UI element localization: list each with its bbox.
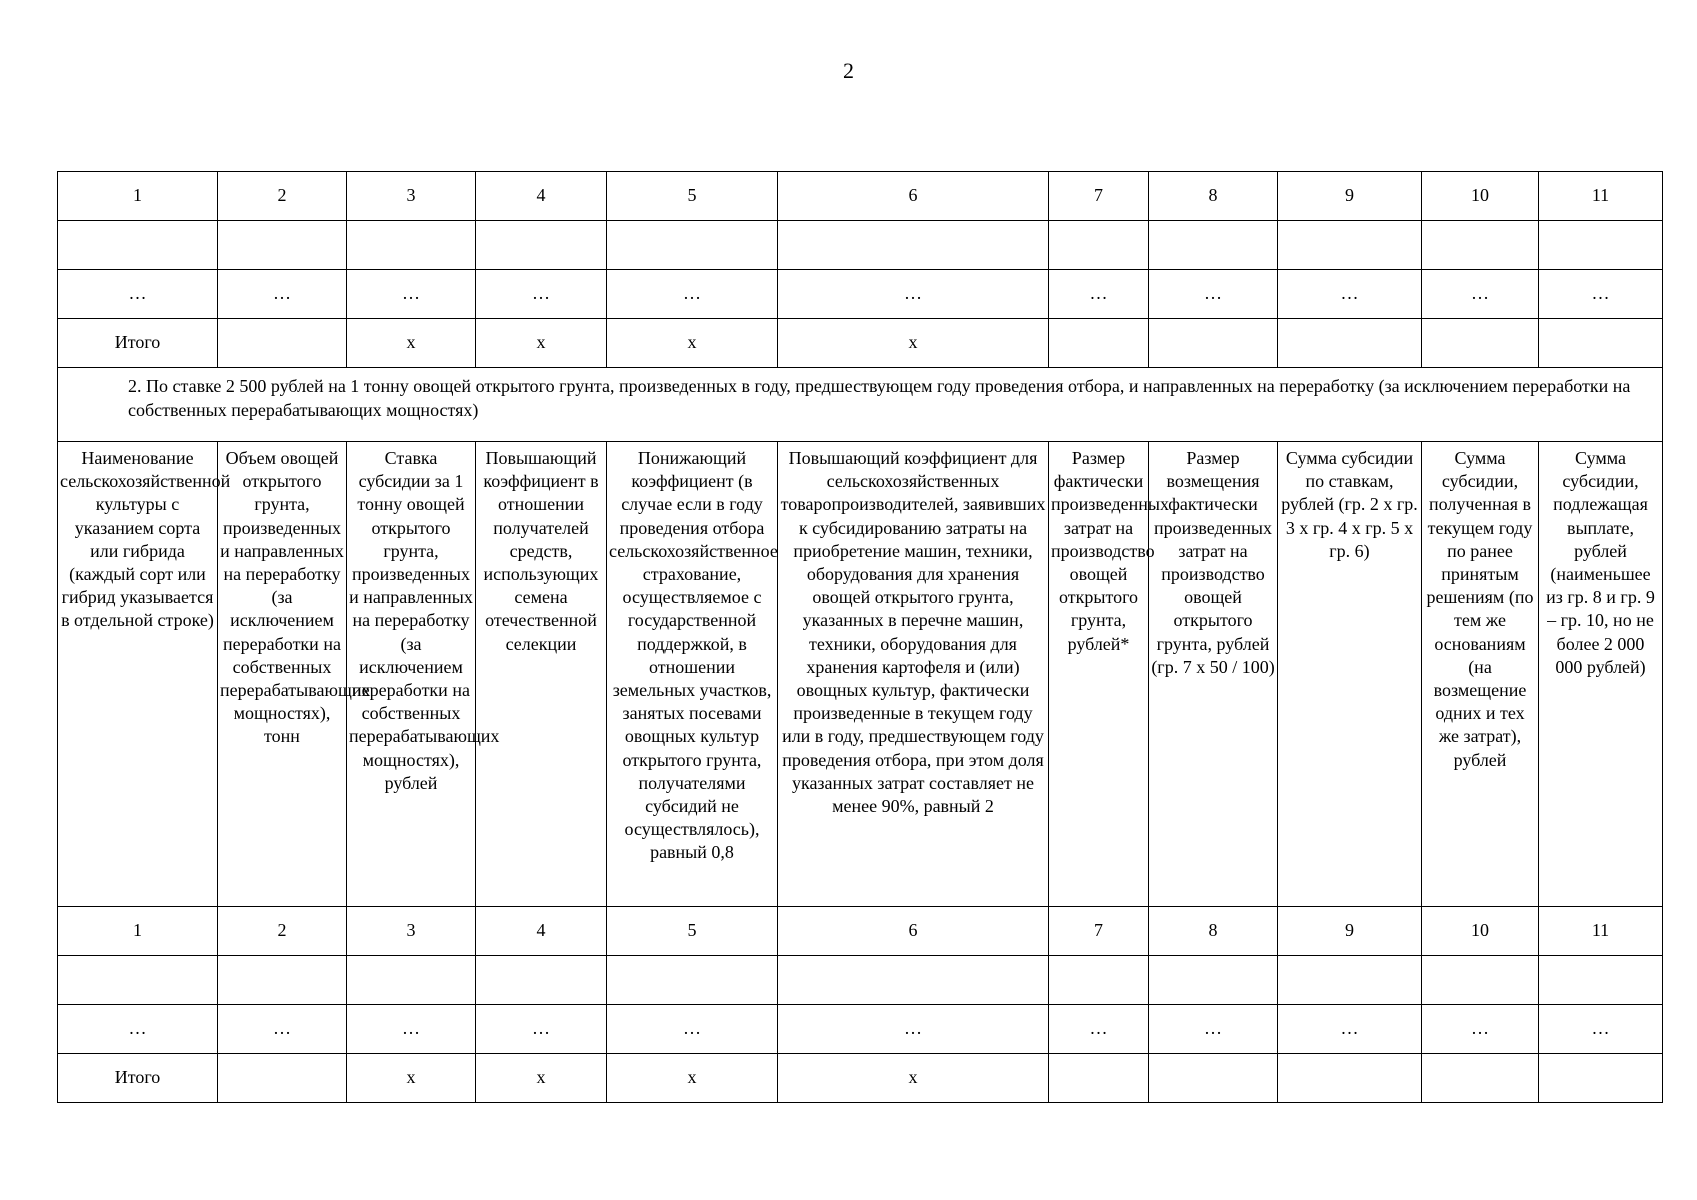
ellipsis-cell: … bbox=[607, 1005, 778, 1054]
total-label: Итого bbox=[58, 1054, 218, 1103]
empty-data-row bbox=[58, 956, 1663, 1005]
column-header: Размер возмещения фактически произведенных затрат на производство овощей открытого грунта, рублей (гр. 7 х 50 / 100) bbox=[1149, 442, 1278, 907]
table-cell bbox=[607, 221, 778, 270]
total-cell bbox=[1049, 1054, 1149, 1103]
ellipsis-cell: … bbox=[476, 1005, 607, 1054]
table-cell bbox=[476, 221, 607, 270]
total-cell: х bbox=[476, 319, 607, 368]
col-number: 6 bbox=[778, 907, 1049, 956]
total-cell bbox=[1539, 1054, 1663, 1103]
table-cell bbox=[1149, 221, 1278, 270]
column-headers-row bbox=[58, 442, 1663, 907]
table-cell bbox=[1422, 221, 1539, 270]
ellipsis-cell: … bbox=[58, 270, 218, 319]
ellipsis-cell: … bbox=[1539, 1005, 1663, 1054]
table-cell bbox=[1049, 956, 1149, 1005]
ellipsis-cell: … bbox=[1278, 270, 1422, 319]
col-number: 2 bbox=[218, 907, 347, 956]
ellipsis-cell: … bbox=[607, 270, 778, 319]
col-number: 9 bbox=[1278, 907, 1422, 956]
col-number: 6 bbox=[778, 172, 1049, 221]
ellipsis-cell: … bbox=[58, 1005, 218, 1054]
col-number: 7 bbox=[1049, 907, 1149, 956]
table-cell bbox=[778, 221, 1049, 270]
total-cell: х bbox=[778, 1054, 1049, 1103]
table-cell bbox=[1539, 221, 1663, 270]
column-header: Повышающий коэффициент для сельскохозяйственных товаропроизводителей, заявивших к субсидированию затраты на приобретение машин, техники, оборудования для хранения овощей открытого грунта, указанных в перечне машин, техники, оборудования для хранения картофеля и (или) овощных культур, фактически произведенные в текущем году или в году, предшествующем году проведения отбора, при этом доля указанных затрат составляет не менее 90%, равный 2 bbox=[778, 442, 1049, 907]
col-number: 2 bbox=[218, 172, 347, 221]
ellipsis-cell: … bbox=[1149, 270, 1278, 319]
col-number: 11 bbox=[1539, 907, 1663, 956]
column-header: Объем овощей открытого грунта, произведенных и направленных на переработку (за исключением переработки на собственных перерабатывающих мощностях), тонн bbox=[218, 442, 347, 907]
table-cell bbox=[607, 956, 778, 1005]
table-cell bbox=[1278, 221, 1422, 270]
table-cell bbox=[58, 956, 218, 1005]
col-number: 4 bbox=[476, 172, 607, 221]
total-cell: х bbox=[347, 319, 476, 368]
col-number: 9 bbox=[1278, 172, 1422, 221]
ellipsis-cell: … bbox=[1149, 1005, 1278, 1054]
total-cell bbox=[218, 1054, 347, 1103]
column-header: Наименование сельскохозяйственной культуры с указанием сорта или гибрида (каждый сорт или гибрид указывается в отдельной строке) bbox=[58, 442, 218, 907]
ellipsis-cell: … bbox=[1049, 270, 1149, 319]
table-cell bbox=[1278, 956, 1422, 1005]
total-cell: х bbox=[347, 1054, 476, 1103]
table-cell bbox=[1149, 956, 1278, 1005]
ellipsis-cell: … bbox=[218, 270, 347, 319]
total-cell: х bbox=[778, 319, 1049, 368]
total-cell bbox=[1422, 1054, 1539, 1103]
col-number: 3 bbox=[347, 907, 476, 956]
table-cell bbox=[1049, 221, 1149, 270]
column-header: Повышающий коэффициент в отношении получателей средств, использующих семена отечественной селекции bbox=[476, 442, 607, 907]
ellipsis-cell: … bbox=[1422, 1005, 1539, 1054]
table-cell bbox=[1539, 956, 1663, 1005]
table-cell bbox=[476, 956, 607, 1005]
col-number: 10 bbox=[1422, 172, 1539, 221]
column-header: Сумма субсидии, полученная в текущем году по ранее принятым решениям (по тем же основаниям (на возмещение одних и тех же затрат), рублей bbox=[1422, 442, 1539, 907]
total-label: Итого bbox=[58, 319, 218, 368]
column-header: Понижающий коэффициент (в случае если в году проведения отбора сельскохозяйственное страхование, осуществляемое с государственной поддержкой, в отношении земельных участков, занятых посевами овощных культур открытого грунта, получателями субсидий не осуществлялось), равный 0,8 bbox=[607, 442, 778, 907]
total-row bbox=[58, 319, 1663, 368]
ellipsis-cell: … bbox=[347, 270, 476, 319]
page-number: 2 bbox=[843, 58, 854, 83]
col-number: 8 bbox=[1149, 172, 1278, 221]
total-cell bbox=[218, 319, 347, 368]
subsidy-calculation-table bbox=[57, 171, 1663, 1103]
total-cell bbox=[1422, 319, 1539, 368]
col-number: 7 bbox=[1049, 172, 1149, 221]
col-number: 3 bbox=[347, 172, 476, 221]
column-header: Сумма субсидии по ставкам, рублей (гр. 2 х гр. 3 х гр. 4 х гр. 5 х гр. 6) bbox=[1278, 442, 1422, 907]
total-cell: х bbox=[607, 1054, 778, 1103]
column-numbers-row bbox=[58, 907, 1663, 956]
total-cell bbox=[1149, 319, 1278, 368]
section-title-row bbox=[58, 368, 1663, 442]
total-cell bbox=[1539, 319, 1663, 368]
col-number: 1 bbox=[58, 907, 218, 956]
ellipsis-cell: … bbox=[218, 1005, 347, 1054]
column-header: Ставка субсидии за 1 тонну овощей открытого грунта, произведенных и направленных на переработку (за исключением переработки на собственных перерабатывающих мощностях), рублей bbox=[347, 442, 476, 907]
col-number: 10 bbox=[1422, 907, 1539, 956]
column-header: Размер фактически произведенных затрат на производство овощей открытого грунта, рублей* bbox=[1049, 442, 1149, 907]
total-cell: х bbox=[607, 319, 778, 368]
ellipsis-cell: … bbox=[347, 1005, 476, 1054]
col-number: 1 bbox=[58, 172, 218, 221]
ellipsis-cell: … bbox=[1422, 270, 1539, 319]
ellipsis-cell: … bbox=[778, 270, 1049, 319]
ellipsis-cell: … bbox=[778, 1005, 1049, 1054]
col-number: 8 bbox=[1149, 907, 1278, 956]
table-cell bbox=[218, 956, 347, 1005]
ellipsis-cell: … bbox=[476, 270, 607, 319]
col-number: 11 bbox=[1539, 172, 1663, 221]
total-cell bbox=[1149, 1054, 1278, 1103]
table-cell bbox=[218, 221, 347, 270]
ellipsis-row bbox=[58, 270, 1663, 319]
total-cell bbox=[1049, 319, 1149, 368]
col-number: 5 bbox=[607, 907, 778, 956]
col-number: 5 bbox=[607, 172, 778, 221]
table-cell bbox=[58, 221, 218, 270]
column-header: Сумма субсидии, подлежащая выплате, рублей (наименьшее из гр. 8 и гр. 9 – гр. 10, но не более 2 000 000 рублей) bbox=[1539, 442, 1663, 907]
column-numbers-row bbox=[58, 172, 1663, 221]
ellipsis-cell: … bbox=[1278, 1005, 1422, 1054]
section-2-title: 2. По ставке 2 500 рублей на 1 тонну овощей открытого грунта, произведенных в году, предшествующем году проведения отбора, и направленных на переработку (за исключением переработки на собственных перерабатывающих мощностях) bbox=[58, 368, 1663, 442]
table-cell bbox=[1422, 956, 1539, 1005]
total-row bbox=[58, 1054, 1663, 1103]
ellipsis-cell: … bbox=[1049, 1005, 1149, 1054]
table-cell bbox=[347, 956, 476, 1005]
empty-data-row bbox=[58, 221, 1663, 270]
total-cell bbox=[1278, 319, 1422, 368]
ellipsis-cell: … bbox=[1539, 270, 1663, 319]
table-cell bbox=[347, 221, 476, 270]
col-number: 4 bbox=[476, 907, 607, 956]
table-cell bbox=[778, 956, 1049, 1005]
total-cell bbox=[1278, 1054, 1422, 1103]
ellipsis-row bbox=[58, 1005, 1663, 1054]
total-cell: х bbox=[476, 1054, 607, 1103]
